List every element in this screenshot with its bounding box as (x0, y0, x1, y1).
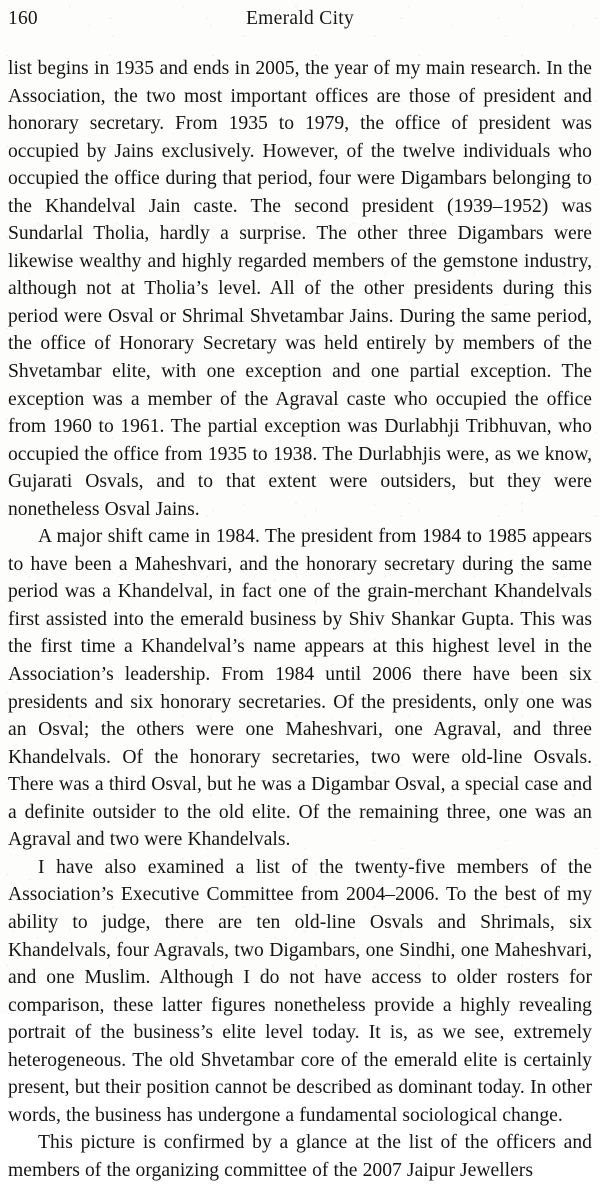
body-text (8, 55, 592, 1184)
running-head (0, 6, 600, 34)
paragraph: I have also examined a list of the twenty-five members of the Association’s Executive Committee from 2004–2006. To the best of my ability to judge, there are ten old-line Osvals and Shrimals, six Khandelvals, four Agravals, two Digambars, one Sindhi, one Maheshvari, and one Muslim. Although I do not have access to older rosters for comparison, these latter figures nonetheless provide a highly revealing portrait of the business’s elite level today. It is, as we see, extremely heterogeneous. The old Shvetambar core of the emerald elite is certainly present, but their position cannot be described as dominant today. In other words, the business has undergone a fundamental sociological change. (8, 856, 592, 1126)
paragraph: list begins in 1935 and ends in 2005, the year of my main research. In the Association, the two most important offices are those of president and honorary secretary. From 1935 to 1979, the office of president was occupied by Jains exclusively. However, of the twelve individuals who occupied the office during that period, four were Digambars belonging to the Khandelval Jain caste. The second president (1939–1952) was Sundarlal Tholia, hardly a surprise. The other three Digambars were likewise wealthy and highly regarded members of the gemstone industry, although not at Tholia’s level. All of the other presidents during this period were Osval or Shrimal Shvetambar Jains. During the same period, the office of Honorary Secretary was held entirely by members of the Shvetambar elite, with one exception and one partial exception. The exception was a member of the Agraval caste who occupied the office from 1960 to 1961. The partial exception was Durlabhji Tribhuvan, who occupied the office from 1935 to 1938. The Durlabhjis were, as we know, Gujarati Osvals, and to that extent were outsiders, but they were nonetheless Osval Jains. (8, 58, 592, 520)
running-head-title: Emerald City (245, 8, 355, 29)
page-number: 160 (8, 8, 38, 29)
paragraph: A major shift came in 1984. The president from 1984 to 1985 appears to have been a Maheshvari, and the honorary secretary during the same period was a Khandelval, in fact one of the grain-merchant Khandelvals first assisted into the emerald business by Shiv Shankar Gupta. This was the first time a Khandelval’s name appears at this highest level in the Association’s leadership. From 1984 until 2006 there have been six presidents and six honorary secretaries. Of the presidents, only one was an Osval; the others were one Maheshvari, one Agraval, and three Khandelvals. Of the honorary secretaries, two were old-line Osvals. There was a third Osval, but he was a Digambar Osval, a special case and a definite outsider to the old elite. Of the remaining three, one was an Agraval and two were Khandelvals. (8, 526, 592, 851)
paragraph: This picture is confirmed by a glance at the list of the officers and members of the organizing committee of the 2007 Jaipur Jewellers (8, 1132, 592, 1181)
